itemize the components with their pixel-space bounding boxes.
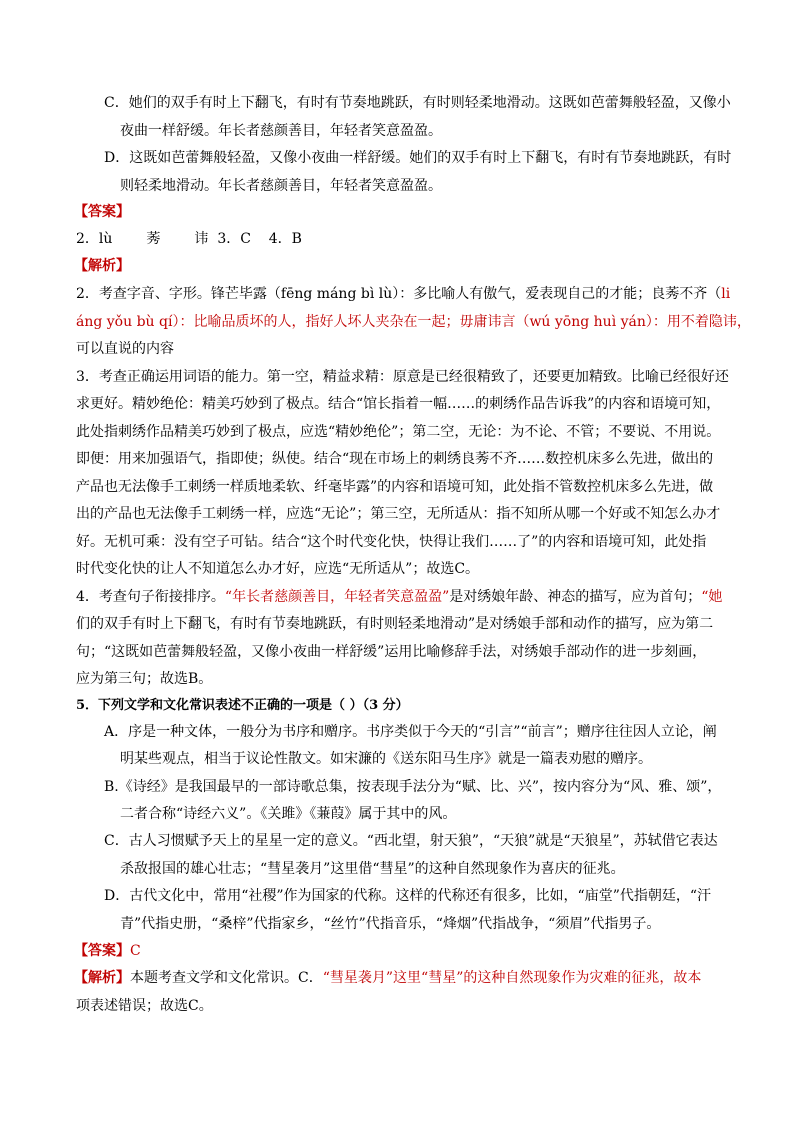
analysis-q2-line1	[76, 284, 730, 304]
analysis-q3-line5: 产品也无法像手工刺绣一样质地柔软、纤毫毕露”的内容和语境可知，此处指不管数控机床多么先进，做	[76, 479, 714, 495]
analysis-q4-line1-c: 是对绣娘年龄、神态的描写，应为首句；	[449, 589, 702, 605]
q5-option-d-line2: 青”代指史册，“桑梓”代指家乡，“丝竹”代指音乐，“烽烟”代指战争，“须眉”代指男子。	[120, 916, 661, 932]
analysis-q3-line7: 好。无机可乘：没有空子可钻。结合“这个时代变化快，快得让我们……了”的内容和语境可知，此处指	[76, 534, 707, 550]
q4-option-d-line1: D．这既如芭蕾舞般轻盈，又像小夜曲一样舒缓。她们的双手有时上下翻飞，有时有节奏地跳跃，有时	[104, 150, 732, 166]
analysis-q4-line1	[76, 587, 722, 607]
answer-q4: 4．B	[268, 231, 302, 247]
analysis-q4-line1-d: “她	[701, 589, 723, 605]
analysis2-line1-a: 本题考查文学和文化常识。C．	[130, 970, 323, 986]
q5-option-b-line2: 二者合称“诗经六义”。《关雎》《蒹葭》属于其中的风。	[120, 806, 457, 822]
q5-option-b-line1: B.《诗经》是我国最早的一部诗歌总集，按表现手法分为“赋、比、兴”，按内容分为“风、雅、颂”，	[104, 779, 722, 795]
analysis-q4-line1-a: 4．考查句子衔接排序。	[76, 589, 225, 605]
answer-values	[76, 229, 302, 249]
q4-option-d-line2: 则轻柔地滑动。年长者慈颜善目，年轻者笑意盈盈。	[120, 178, 442, 194]
analysis-q2-line2-text: áng yǒu bù qí）：比喻品质坏的人，指好人坏人夹杂在一起；毋庸讳言（wú yōng huì yán）：用不着隐讳，	[76, 314, 751, 330]
analysis-q4-line1-b: “年长者慈颜善目，年轻者笑意盈盈”	[224, 589, 450, 605]
analysis-q3-line1: 3．考查正确运用词语的能力。第一空，精益求精：原意是已经很精致了，还要更加精致。比喻已经很好还	[76, 369, 729, 385]
analysis-q2-line1-red: li	[721, 286, 731, 302]
analysis-q3-line3: 此处指刺绣作品精美巧妙到了极点，应选“精妙绝伦”；第二空，无论：为不论、不管；不要说、不用说。	[76, 424, 721, 440]
answer2-row	[74, 941, 141, 961]
analysis-q3-line6: 出的产品也无法像手工刺绣一样，应选“无论”；第三空，无所适从：指不知所从哪一个好或不知怎么办才	[76, 506, 721, 522]
answer-q2-b: 莠	[146, 231, 161, 247]
analysis-q2-line1-text: 2．考查字音、字形。锋芒毕露（fēng máng bì lù）：多比喻人有傲气，爱表现自己的才能；良莠不齐（	[76, 286, 722, 302]
analysis2-line1	[74, 968, 701, 988]
analysis2-line2: 项表述错误；故选C。	[76, 998, 213, 1014]
q4-option-c-line1: C．她们的双手有时上下翻飞，有时有节奏地跳跃，有时则轻柔地滑动。这既如芭蕾舞般轻盈，又像小	[104, 95, 731, 111]
analysis-q3-line4: 即便：用来加强语气，指即使；纵使。结合“现在市场上的刺绣良莠不齐……数控机床多么先进，做出的	[76, 451, 714, 467]
answer2-label: 【答案】	[74, 943, 130, 959]
q5-option-d-line1: D．古代文化中，常用“社稷”作为国家的代称。这样的代称还有很多，比如，“庙堂”代指朝廷，“汗	[104, 888, 712, 904]
q5-option-c-line1: C．古人习惯赋予天上的星星一定的意义。“西北望，射天狼”，“天狼”就是“天狼星”，苏轼借它表达	[104, 833, 718, 849]
answer-label: 【答案】	[74, 204, 130, 220]
analysis-q2-line2	[76, 312, 751, 332]
q4-option-c-line2: 夜曲一样舒缓。年长者慈颜善目，年轻者笑意盈盈。	[120, 123, 442, 139]
analysis-q2-line3: 可以直说的内容	[76, 341, 174, 357]
answer-q2-c: 讳	[194, 231, 209, 247]
analysis-q4-line4: 应为第三句；故选B。	[76, 671, 213, 687]
answer-q2: 2．lù	[76, 231, 113, 247]
analysis-label: 【解析】	[74, 258, 130, 274]
analysis2-label: 【解析】	[74, 970, 130, 986]
q5-stem: 5．下列文学和文化常识表述不正确的一项是（ ）（3 分）	[76, 698, 409, 713]
analysis-q3-line8: 时代变化快的让人不知道怎么办才好，应选“无所适从”；故选C。	[76, 561, 480, 577]
analysis2-line1-b: “彗星袭月”这里“彗星”的这种自然现象作为灾难的征兆，故本	[322, 970, 702, 986]
analysis-q4-line2: 们的双手有时上下翻飞，有时有节奏地跳跃，有时则轻柔地滑动”是对绣娘手部和动作的描写，应为第二	[76, 616, 714, 632]
analysis-q3-line2: 求更好。精妙绝伦：精美巧妙到了极点。结合“馆长指着一幅……的刺绣作品告诉我”的内容和语境可知，	[76, 396, 721, 412]
answer-q3: 3．C	[217, 231, 251, 247]
answer2-value: C	[130, 943, 141, 959]
analysis-q4-line3: 句；“这既如芭蕾舞般轻盈，又像小夜曲一样舒缓”运用比喻修辞手法，对绣娘手部动作的进一步刻画，	[76, 644, 707, 660]
q5-option-c-line2: 杀敌报国的雄心壮志；“彗星袭月”这里借“彗星”的这种自然现象作为喜庆的征兆。	[120, 861, 625, 877]
q5-option-a-line1: A．序是一种文体，一般分为书序和赠序。书序类似于今天的“引言”“前言”；赠序往往因人立论，阐	[104, 724, 717, 740]
q5-option-a-line2: 明某些观点，相当于议论性散文。如宋濂的《送东阳马生序》就是一篇表劝慰的赠序。	[120, 751, 652, 767]
